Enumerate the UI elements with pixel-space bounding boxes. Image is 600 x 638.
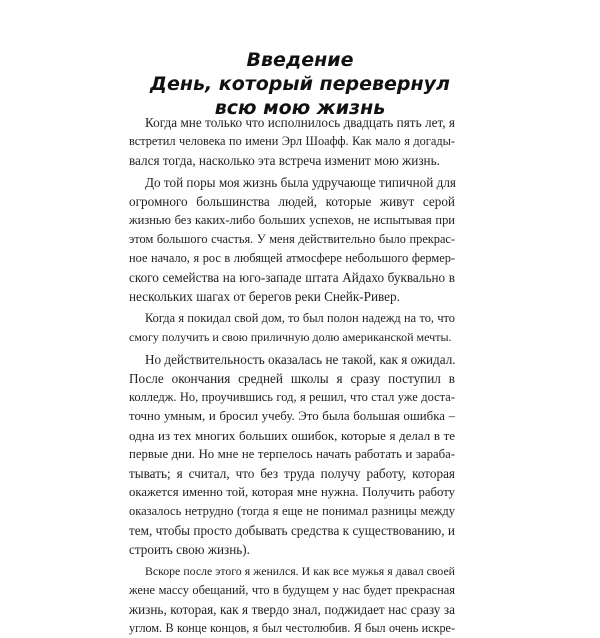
paragraph xyxy=(129,309,455,347)
text-line: До той поры моя жизнь была удручающе типичной для xyxy=(145,175,456,190)
chapter-subtitle-line-1: День, который перевернул xyxy=(150,73,450,95)
body-text xyxy=(129,113,455,638)
text-line: вался тогда, насколько эта встреча изменит мою жизнь. xyxy=(129,153,440,168)
text-line: ное начало, я рос в любящей атмосфере небольшого фермер- xyxy=(129,251,455,265)
text-line: точно умным, и бросил учебу. Это была большая ошибка – xyxy=(129,409,455,423)
paragraph xyxy=(129,173,455,306)
text-line: углом. В конце концов, я был честолюбив. Я был очень искре- xyxy=(129,621,455,635)
chapter-title: Введение xyxy=(246,49,354,71)
text-line: огромного большинства людей, которые живут серой xyxy=(129,194,455,209)
text-line: этом большого счастья. У меня действительно было прекрас- xyxy=(129,232,455,246)
text-line: строить свою жизнь). xyxy=(129,542,250,557)
paragraph xyxy=(129,562,455,638)
chapter-heading xyxy=(110,48,490,120)
text-line: жизнь, которая, как я твердо знал, поджидает нас сразу за xyxy=(129,602,455,617)
text-line: жене массу обещаний, что в будущем у нас будет прекрасная xyxy=(129,583,455,597)
text-line: тывать; я считал, что без труда получу работу, которая xyxy=(129,466,455,481)
chapter-subtitle-line-2: всю мою жизнь xyxy=(214,97,386,119)
text-line: тем, чтобы просто добывать средства к существованию, и xyxy=(129,523,455,538)
text-line: смогу получить и свою приличную долю американской мечты. xyxy=(129,330,452,344)
text-line: колледж. Но, проучившись год, я решил, что стал уже доста- xyxy=(129,390,455,404)
text-line: Но действительность оказалась не такой, как я ожидал. xyxy=(145,352,456,367)
text-line: После окончания средней школы я сразу поступил в xyxy=(129,371,455,386)
text-line: Вскоре после этого я женился. И как все мужья я давал своей xyxy=(145,564,455,578)
text-line: Когда мне только что исполнилось двадцать пять лет, я xyxy=(145,115,455,130)
text-line: одна из тех многих больших ошибок, которые я делал в те xyxy=(129,428,455,443)
text-line: окажется именно той, которая мне нужна. Получить работу xyxy=(129,485,455,499)
text-line: встретил человека по имени Эрл Шоафф. Как мало я догады- xyxy=(129,134,455,148)
text-line: ского семейства на юго-западе штата Айдахо буквально в xyxy=(129,270,455,285)
text-line: первые дни. Но мне не терпелось начать работать и зараба- xyxy=(129,447,455,461)
text-line: Когда я покидал свой дом, то был полон надежд на то, что xyxy=(145,311,455,325)
paragraph xyxy=(129,113,455,170)
text-line: жизнью без каких-либо больших успехов, не испытывая при xyxy=(129,213,455,227)
paragraph xyxy=(129,350,455,559)
text-line: нескольких шагах от берегов реки Снейк-Ривер. xyxy=(129,289,400,304)
text-line: оказалось нетрудно (тогда я еще не понимал разницы между xyxy=(129,504,455,518)
